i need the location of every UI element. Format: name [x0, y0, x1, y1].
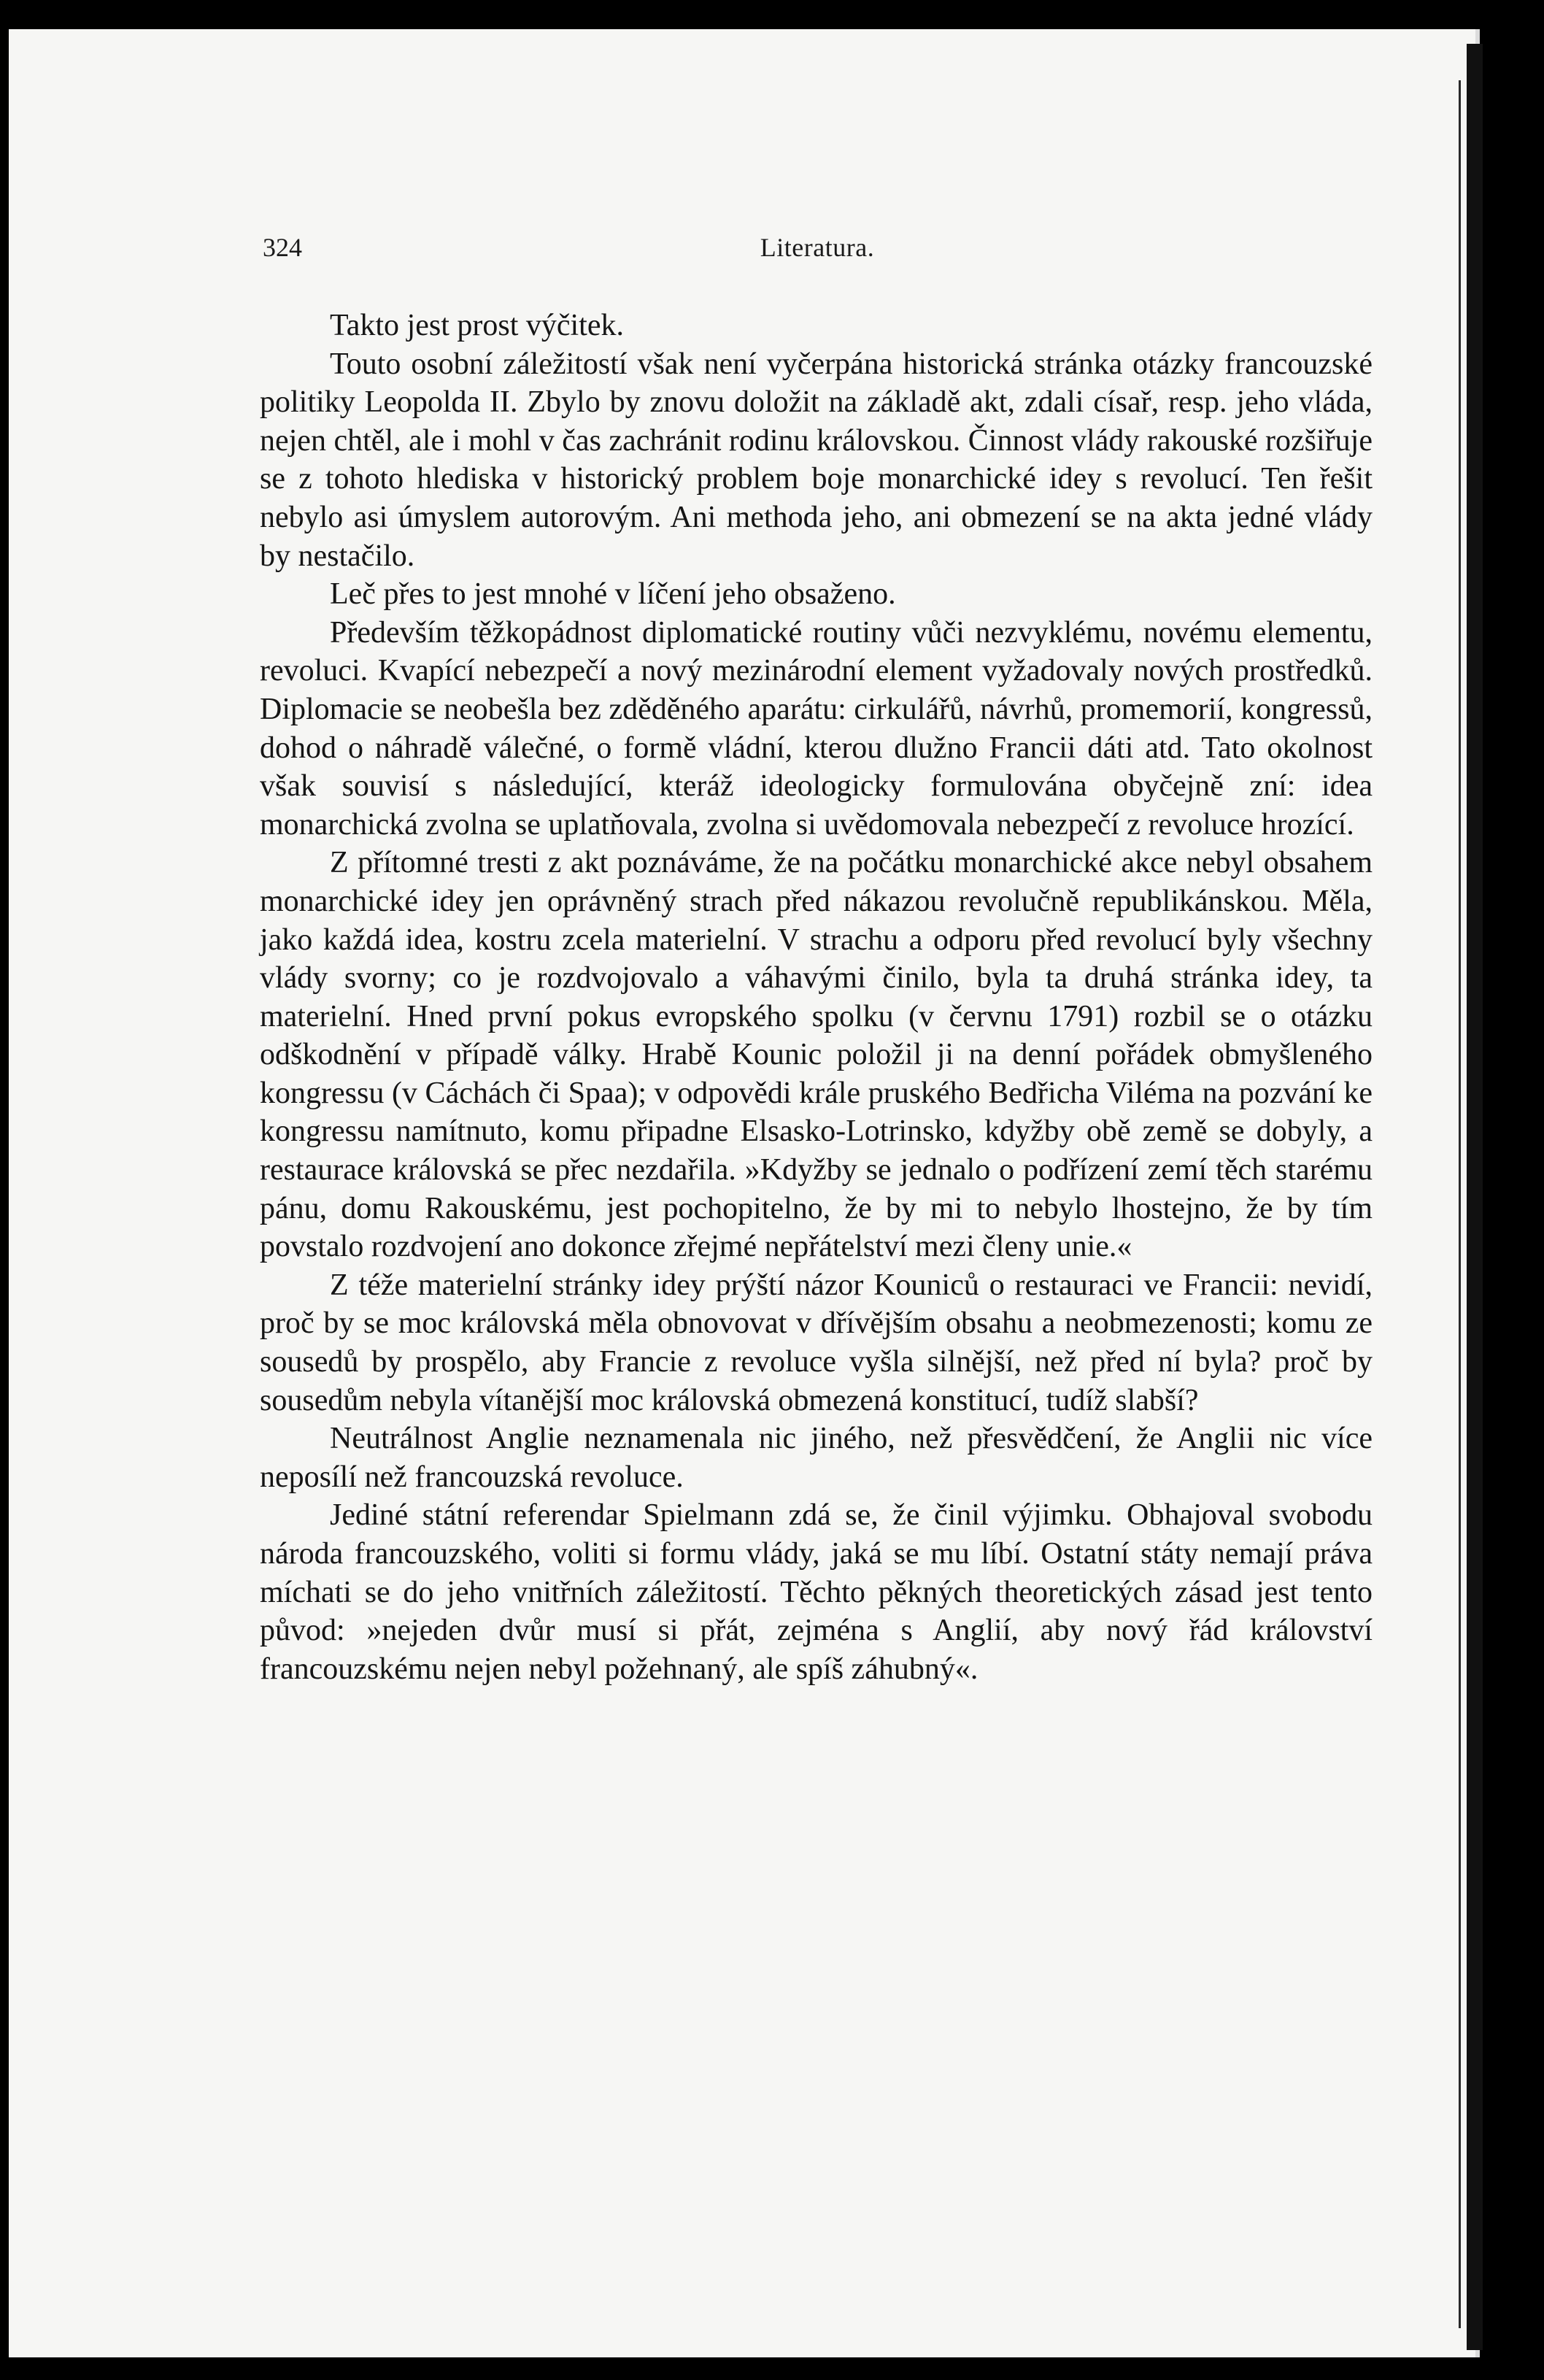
paragraph: Z přítomné tresti z akt poznáváme, že na počátku monarchické akce nebyl obsahem monarchické idey jen oprávněný strach před nákazou revolučně republikánskou. Měla, jako každá idea, kostru zcela materielní. V strachu a odporu před revolucí byly všechny vlády svorny; co je rozdvojovalo a váhavými činilo, byla ta druhá stránka idey, ta materielní. Hned první pokus evropského spolku (v červnu 1791) rozbil se o otázku odškodnění v případě války. Hrabě Kounic položil ji na denní pořádek obmyšleného kongressu (v Cáchách či Spaa); v odpovědi krále pruského Bedřicha Viléma na pozvání ke kongressu namítnuto, komu připadne Elsasko-Lotrinsko, kdyžby obě země se dobyly, a restaurace královská se přec nezdařila. »Kdyžby se jednalo o podřízení zemí těch starému pánu, domu Rakouskému, jest pochopitelno, že by mi to nebylo lhostejno, že by tím povstalo rozdvojení ano dokonce zřejmé nepřátelství mezi členy unie.« — [260, 846, 1373, 1264]
paragraph: Z téže materielní stránky idey prýští názor Kouniců o restauraci ve Francii: nevidí, proč by se moc královská měla obnovovat v dřívějším obsahu a neobmezenosti; komu ze sousedů by prospělo, aby Francie z revoluce vyšla silnější, než před ní byla? proč by sousedům nebyla vítanější moc královská obmezená konstitucí, tudíž slabší? — [260, 1268, 1373, 1417]
running-head: Literatura. — [760, 233, 875, 262]
paragraph: Jediné státní referendar Spielmann zdá se, že činil výjimku. Obhajoval svobodu národa francouzského, voliti si formu vlády, jaká se mu líbí. Ostatní státy nemají práva míchati se do jeho vnitřních záležitostí. Těchto pěkných theoretických zásad jest tento původ: »nejeden dvůr musí si přát, zejména s Anglií, aby nový řád království francouzskému nejen nebyl požehnaný, ale spíš záhubný«. — [260, 1498, 1373, 1686]
page-edge-shadow — [1467, 44, 1483, 2350]
paragraph: Touto osobní záležitostí však není vyčerpána historická stránka otázky francouzské politiky Leopolda II. Zbylo by znovu doložit na základě akt, zdali císař, resp. jeho vláda, nejen chtěl, ale i mohl v čas zachránit rodinu královskou. Činnost vlády rakouské rozšiřuje se z tohoto hlediska v historický problem boje monarchické idey s revolucí. Ten řešit nebylo asi úmyslem autorovým. Ani methoda jeho, ani obmezení se na akta jedné vlády by nestačilo. — [260, 347, 1373, 573]
page-edge-line — [1459, 80, 1461, 2328]
page-number: 324 — [263, 233, 302, 262]
paragraph: Především těžkopádnost diplomatické routiny vůči nezvyklému, novému elementu, revoluci. Kvapící nebezpečí a nový mezinárodní element vyžadovaly nových prostředků. Diplomacie se neobešla bez zděděného aparátu: cirkulářů, návrhů, promemorií, kongressů, dohod o náhradě válečné, o formě vládní, kterou dlužno Francii dáti atd. Tato okolnost však souvisí s následující, kteráž ideologicky formulována obyčejně zní: idea monarchická zvolna se uplatňovala, zvolna si uvědomovala nebezpečí z revoluce hrozící. — [260, 615, 1373, 842]
page-header — [263, 232, 1372, 269]
paragraph: Takto jest prost výčitek. — [330, 309, 624, 342]
paragraph: Leč přes to jest mnohé v líčení jeho obsaženo. — [330, 577, 896, 612]
paragraph: Neutrálnost Anglie neznamenala nic jiného, než přesvědčení, že Anglii nic více neposílí než francouzská revoluce. — [260, 1422, 1373, 1494]
body-text — [260, 307, 1373, 1688]
